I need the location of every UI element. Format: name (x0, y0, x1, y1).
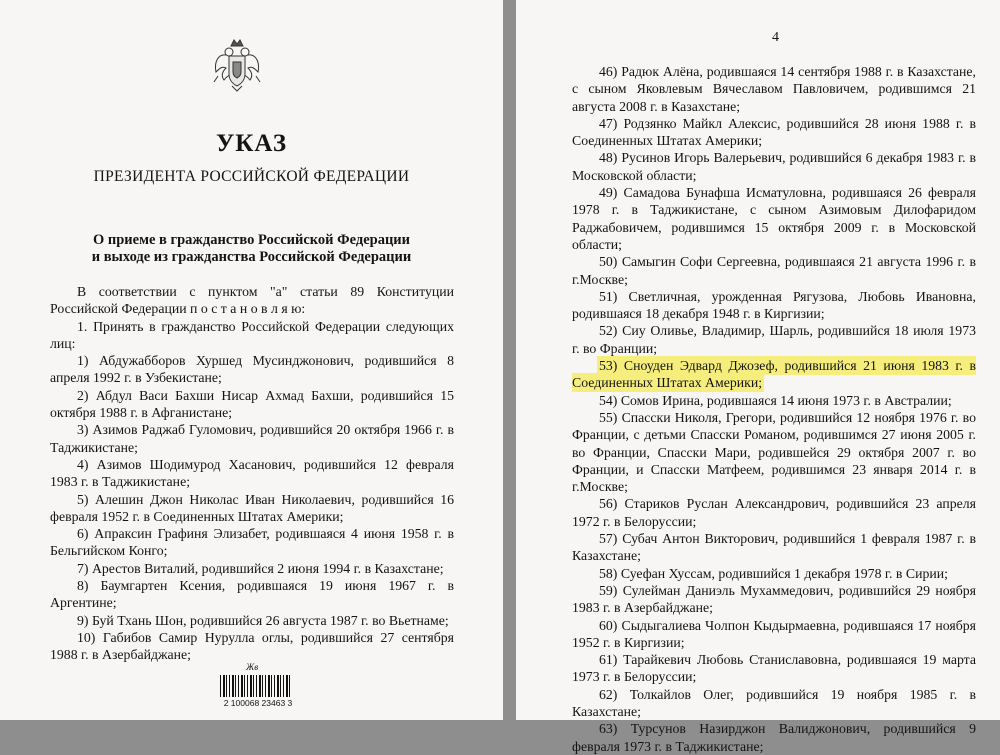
list-item: 55) Спасски Николя, Грегори, родившийся 12 ноября 1976 г. во Франции, с детьми Спасски Романом, родившимся 27 июня 2005 г. во Франции, Спасски Мари, родившейся 29 октября 2007 г. во Франции, и Спасски Матфеем, родившимся 23 января 2014 г. в г.Москве; (572, 409, 976, 495)
list-item: 61) Тарайкевич Любовь Станиславовна, родившаяся 19 марта 1973 г. в Белоруссии; (572, 652, 976, 685)
list-item: 58) Суефан Хуссам, родившийся 1 декабря 1978 г. в Сирии; (599, 565, 948, 581)
decree-heading-line: и выходе из гражданства Российской Федерации (91, 249, 412, 265)
list-item: 54) Сомов Ирина, родившаяся 14 июня 1973 г. в Австралии; (599, 392, 952, 408)
barcode-icon (220, 675, 292, 697)
list-item: 9) Буй Тхань Шон, родившийся 26 августа 1987 г. во Вьетнаме; (77, 612, 449, 628)
decree-list (572, 63, 976, 755)
highlight-marker: 53) Сноуден Эдвард Джозеф, родившийся 21 июня 1983 г. в Соединенных Штатах Америки; (572, 358, 976, 391)
list-item: 6) Апраксин Графиня Элизабет, родившаяся 4 июня 1958 г. в Бельгийском Конго; (50, 526, 454, 559)
decree-heading (0, 232, 503, 266)
list-item: 52) Сиу Оливье, Владимир, Шарль, родившийся 18 июля 1973 г. во Франции; (572, 323, 976, 356)
decree-page-right (516, 0, 1000, 754)
list-item: 2) Абдул Васи Бахши Нисар Ахмад Бахши, родившийся 15 октября 1988 г. в Афганистане; (50, 387, 454, 421)
list-item: 57) Субач Антон Викторович, родившийся 1 февраля 1987 г. в Казахстане; (572, 531, 976, 564)
list-item: 46) Радюк Алёна, родившаяся 14 сентября 1988 г. в Казахстане, с сыном Яковлевым Вячеславом Павловичем, родившимся 21 августа 2008 г. в Казахстане; (572, 64, 976, 114)
decree-page-left (0, 0, 503, 720)
list-item: 10) Габибов Самир Нурулла оглы, родившийся 27 сентября 1988 г. в Азербайджане; (50, 629, 454, 663)
list-item: 4) Азимов Шодимурод Хасанович, родившийся 12 февраля 1983 г. в Таджикистане; (50, 456, 454, 490)
list-item: 56) Стариков Руслан Александрович, родившийся 23 апреля 1972 г. в Белоруссии; (572, 496, 976, 529)
list-item: 51) Светличная, урожденная Рягузова, Любовь Ивановна, родившаяся 18 декабря 1948 г. в Киргизии; (572, 288, 976, 322)
list-item: 8) Баумгартен Ксения, родившаяся 19 июня 1967 г. в Аргентине; (50, 578, 454, 611)
list-item: 3) Азимов Раджаб Гуломович, родившийся 20 октября 1966 г. в Таджикистане; (50, 422, 454, 455)
barcode-number: 2 100068 23463 3 (223, 698, 293, 708)
list-item: 7) Арестов Виталий, родившийся 2 июня 1994 г. в Казахстане; (77, 560, 444, 576)
list-item: 60) Сыдыгалиева Чолпон Кыдырмаевна, родившаяся 17 ноября 1952 г. в Киргизии; (572, 617, 976, 650)
decree-subtitle: ПРЕЗИДЕНТА РОССИЙСКОЙ ФЕДЕРАЦИИ (93, 168, 410, 185)
decree-intro: В соответствии с пунктом "а" статьи 89 Конституции Российской Федерации п о с т а н о в л я ю: (50, 284, 454, 317)
list-item: 48) Русинов Игорь Валерьевич, родившийся 6 декабря 1983 г. в Московской области; (572, 150, 976, 183)
list-item: 5) Алешин Джон Николас Иван Николаевич, родившийся 16 февраля 1952 г. в Соединенных Штатах Америки; (50, 491, 454, 524)
list-item: 49) Самадова Бунафша Исматуловна, родившаяся 26 февраля 1978 г. в Таджикистане, с сыном Азимовым Дилофаридом Раджабовичем, родившимся 15 октября 2009 г. в Московской области; (572, 185, 976, 252)
signature-mark: Жв (246, 662, 259, 672)
decree-clause: 1. Принять в гражданство Российской Федерации следующих лиц: (50, 318, 454, 351)
list-item: 59) Сулейман Даниэль Мухаммедович, родившийся 29 ноября 1983 г. в Азербайджане; (572, 582, 976, 616)
decree-title: УКАЗ (215, 130, 288, 157)
list-item: 50) Самыгин Софи Сергеевна, родившаяся 21 августа 1996 г. в г.Москве; (572, 254, 976, 287)
list-item: 47) Родзянко Майкл Алексис, родившийся 28 июня 1988 г. в Соединенных Штатах Америки; (572, 115, 976, 149)
list-item: 1) Абдужабборов Хуршед Мусинджонович, родившийся 8 апреля 1992 г. в Узбекистане; (50, 353, 454, 386)
decree-body (50, 283, 454, 664)
coat-of-arms-icon (212, 38, 262, 92)
list-item: 63) Турсунов Назирджон Валиджонович, родившийся 9 февраля 1973 г. в Таджикистане; (572, 721, 976, 754)
page-number: 4 (772, 30, 779, 45)
decree-heading-line: О приеме в гражданство Российской Федерации (92, 232, 411, 248)
list-item: 62) Толкайлов Олег, родившийся 19 ноября 1985 г. в Казахстане; (572, 686, 976, 719)
highlighted-list-item (572, 357, 976, 392)
